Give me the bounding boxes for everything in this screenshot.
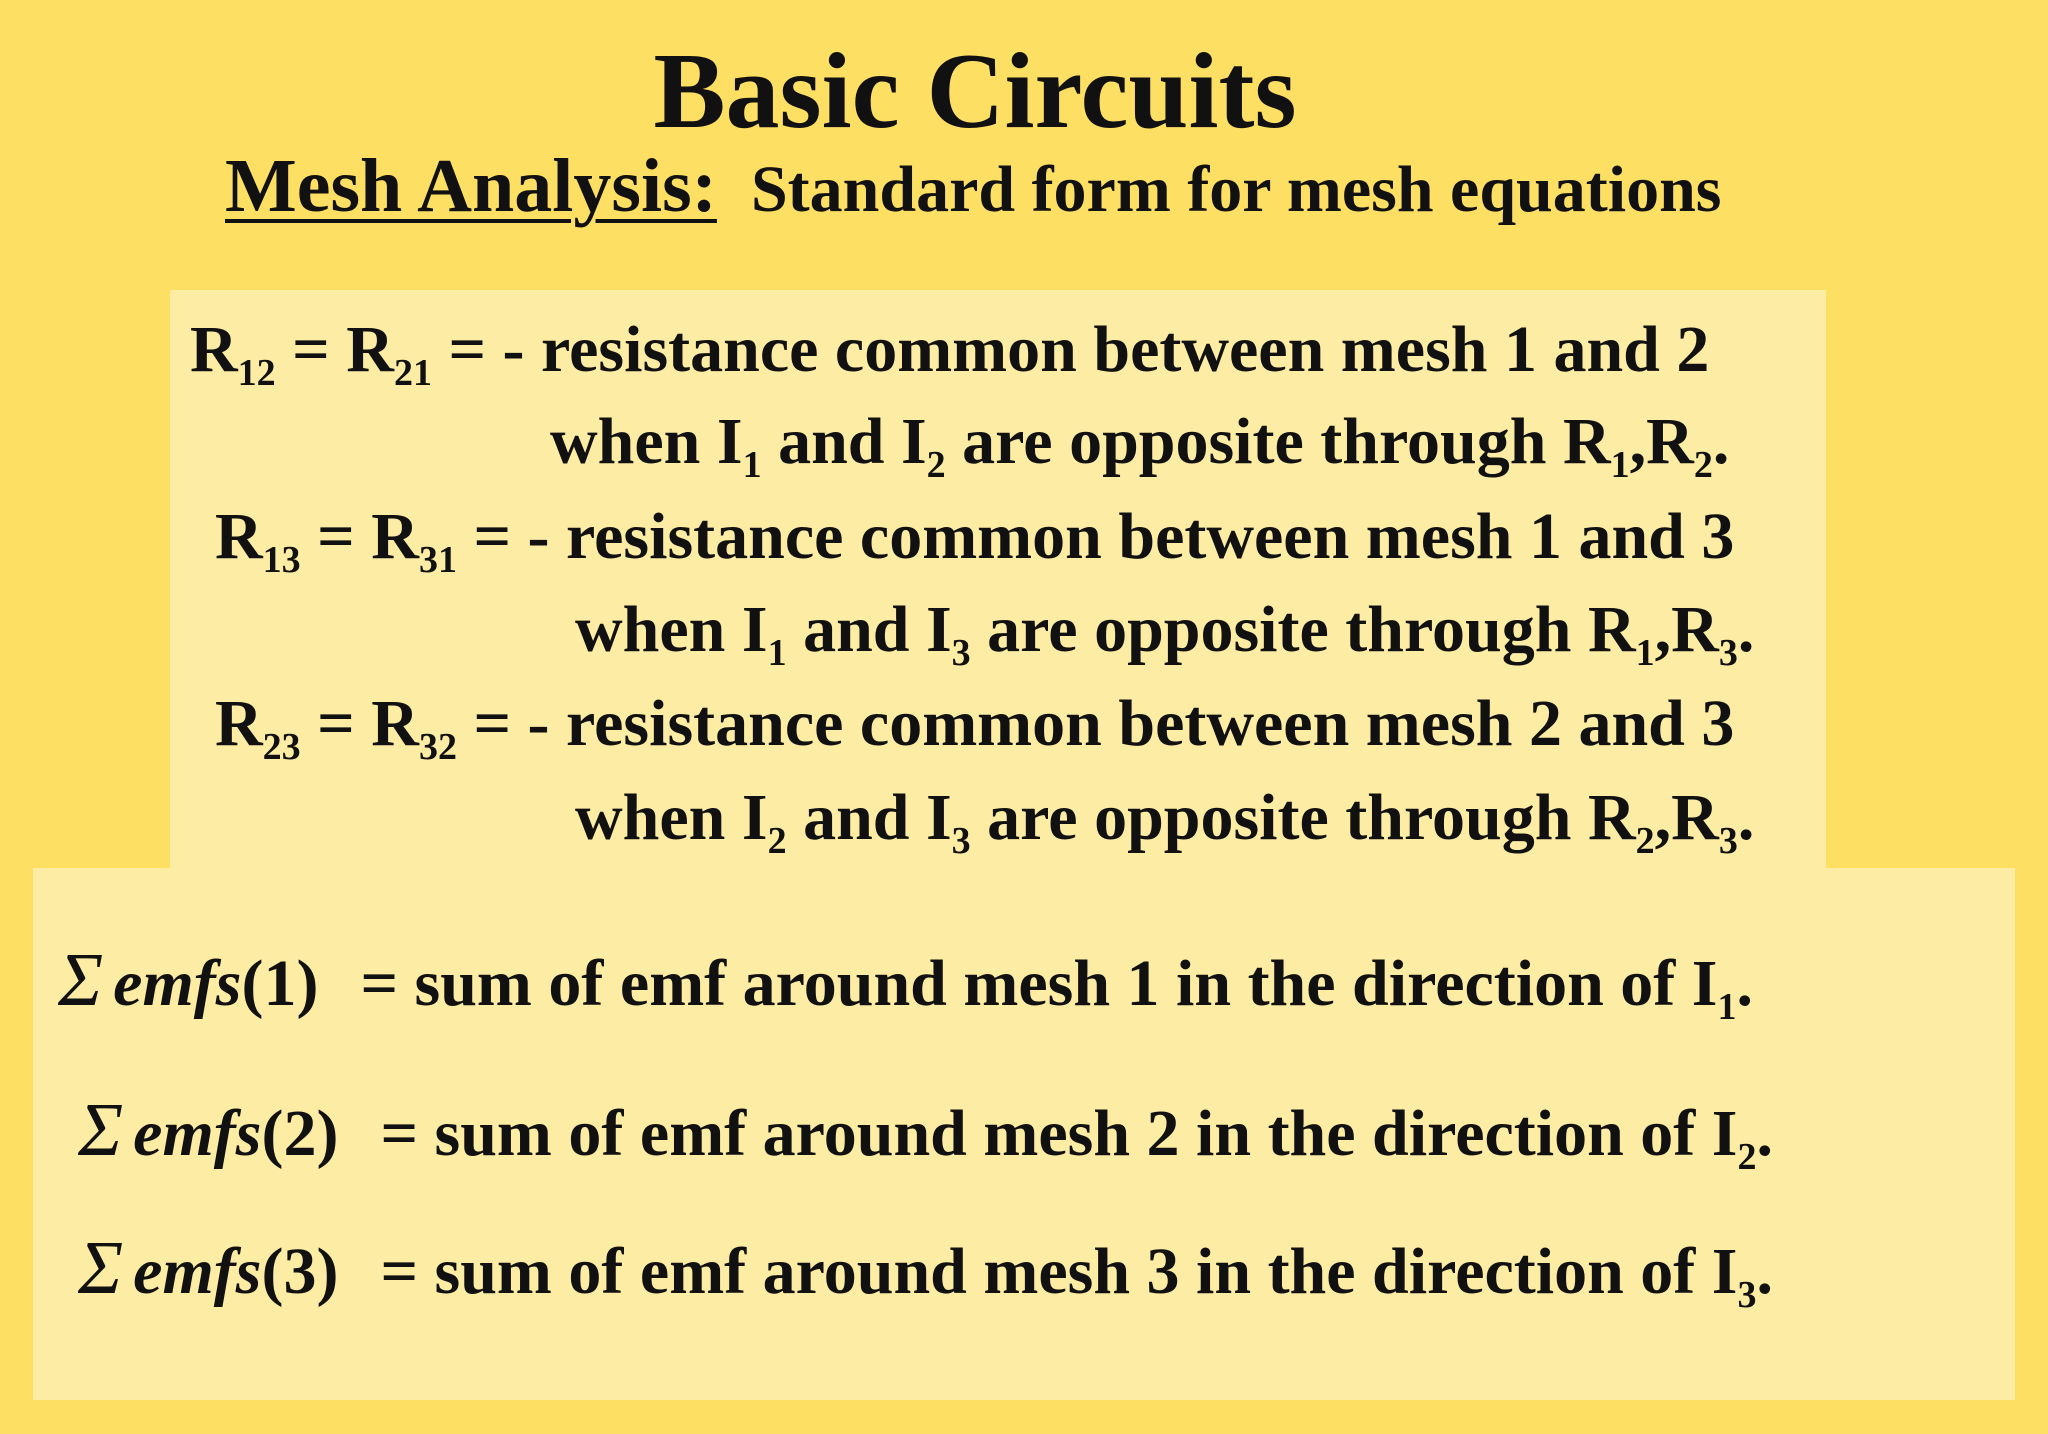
mutual-resistance-definition: $R_{23} = R_{32}$ = - resistance common between mesh 2 and 3 xyxy=(215,687,1735,768)
mutual-resistance-condition: when $I_1$ and $I_3$ are opposite through $R_1,R_3$. xyxy=(575,593,1755,674)
emf-sum-equation: Σ emfs(3) = sum of emf around mesh 3 in the direction of $I_3$. xyxy=(78,1226,1773,1316)
sigma-symbol: Σ xyxy=(58,938,104,1022)
emf-sum-equation: Σ emfs(2) = sum of emf around mesh 2 in the direction of $I_2$. xyxy=(78,1088,1773,1178)
emf-sum-equation: Σ emfs(1) = sum of emf around mesh 1 in the direction of $I_1$. xyxy=(58,938,1753,1028)
subtitle-text: Standard form for mesh equations xyxy=(750,153,1722,226)
mutual-resistance-definition: $R_{12} = R_{21}$ = - resistance common between mesh 1 and 2 xyxy=(190,313,1710,394)
subtitle-heading: Mesh Analysis: xyxy=(225,144,717,228)
mutual-resistance-definition: $R_{13} = R_{31}$ = - resistance common between mesh 1 and 3 xyxy=(215,500,1735,581)
slide-subtitle xyxy=(225,140,1721,236)
slide-title: Basic Circuits xyxy=(653,32,1297,151)
mutual-resistance-condition: when $I_2$ and $I_3$ are opposite through $R_2,R_3$. xyxy=(575,781,1755,862)
mutual-resistance-condition: when $I_1$ and $I_2$ are opposite through $R_1,R_2$. xyxy=(550,405,1730,486)
sigma-symbol: Σ xyxy=(78,1226,124,1310)
sigma-symbol: Σ xyxy=(78,1088,124,1172)
